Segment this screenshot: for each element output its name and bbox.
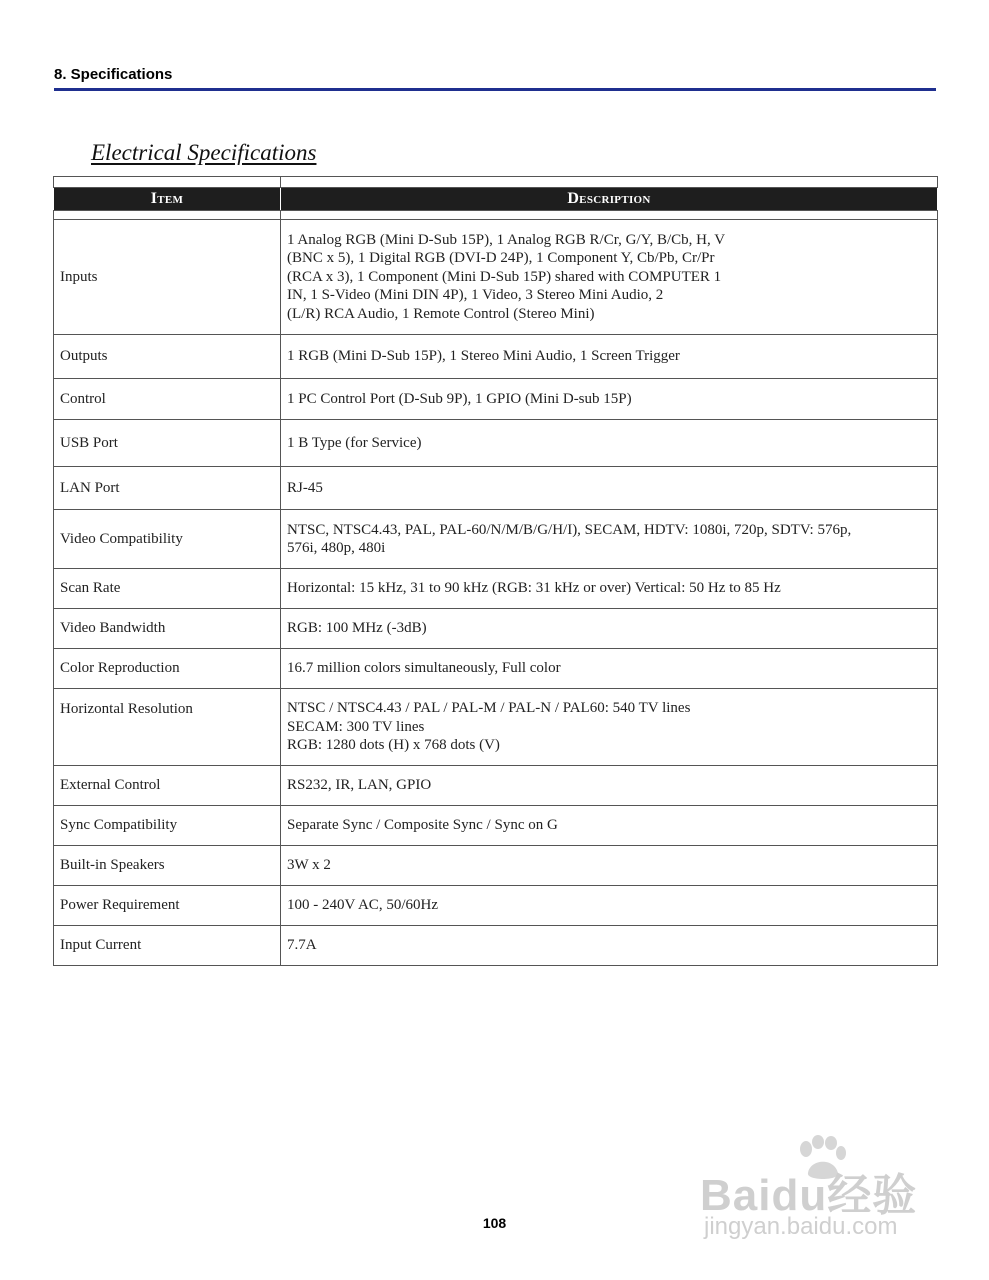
- table-top-spacer: [54, 177, 938, 188]
- table-header-row: [54, 188, 938, 211]
- table-row: [54, 926, 938, 966]
- column-header-item: Item: [54, 188, 281, 211]
- row-description: 16.7 million colors simultaneously, Full color: [281, 649, 938, 689]
- row-item: USB Port: [54, 420, 281, 467]
- watermark: [700, 1135, 940, 1245]
- row-description: NTSC / NTSC4.43 / PAL / PAL-M / PAL-N / PAL60: 540 TV lines SECAM: 300 TV lines RGB: 1280 dots (H) x 768 dots (V): [281, 689, 938, 766]
- row-description: 1 Analog RGB (Mini D-Sub 15P), 1 Analog RGB R/Cr, G/Y, B/Cb, H, V (BNC x 5), 1 Digital RGB (DVI-D 24P), 1 Component Y, Cb/Pb, Cr/Pr (RCA x 3), 1 Component (Mini D-Sub 15P) shared with COMPUTER 1 IN, 1 S-Video (Mini DIN 4P), 1 Video, 3 Stereo Mini Audio, 2 (L/R) RCA Audio, 1 Remote Control (Stereo Mini): [281, 220, 938, 335]
- row-item: Outputs: [54, 335, 281, 379]
- table-row: [54, 766, 938, 806]
- row-item: Video Compatibility: [54, 510, 281, 569]
- row-item: LAN Port: [54, 467, 281, 510]
- row-item: Scan Rate: [54, 569, 281, 609]
- row-description: 100 - 240V AC, 50/60Hz: [281, 886, 938, 926]
- row-item: Sync Compatibility: [54, 806, 281, 846]
- row-description: Separate Sync / Composite Sync / Sync on G: [281, 806, 938, 846]
- table-row: [54, 846, 938, 886]
- header-divider: [54, 88, 936, 91]
- row-description: 1 B Type (for Service): [281, 420, 938, 467]
- row-description: RJ-45: [281, 467, 938, 510]
- row-item: Power Requirement: [54, 886, 281, 926]
- table-row: [54, 689, 938, 766]
- table-row: [54, 379, 938, 420]
- table-row: [54, 649, 938, 689]
- table-row: [54, 510, 938, 569]
- section-title: Electrical Specifications: [91, 140, 317, 165]
- row-item: Horizontal Resolution: [54, 689, 281, 766]
- table-row: [54, 886, 938, 926]
- row-item: Control: [54, 379, 281, 420]
- page-number: 108: [482, 1215, 507, 1231]
- table-header-spacer: [54, 211, 938, 220]
- row-item: Color Reproduction: [54, 649, 281, 689]
- watermark-url: jingyan.baidu.com: [704, 1213, 898, 1240]
- row-description: RS232, IR, LAN, GPIO: [281, 766, 938, 806]
- table-row: [54, 335, 938, 379]
- table-row: [54, 467, 938, 510]
- table-row: [54, 806, 938, 846]
- column-header-description: Description: [281, 188, 938, 211]
- row-item: Built-in Speakers: [54, 846, 281, 886]
- row-description: Horizontal: 15 kHz, 31 to 90 kHz (RGB: 31 kHz or over) Vertical: 50 Hz to 85 Hz: [281, 569, 938, 609]
- row-description: NTSC, NTSC4.43, PAL, PAL-60/N/M/B/G/H/I), SECAM, HDTV: 1080i, 720p, SDTV: 576p, 576i, 480p, 480i: [281, 510, 938, 569]
- table-row: [54, 569, 938, 609]
- row-item: External Control: [54, 766, 281, 806]
- row-description: RGB: 100 MHz (-3dB): [281, 609, 938, 649]
- row-description: 1 PC Control Port (D-Sub 9P), 1 GPIO (Mini D-sub 15P): [281, 379, 938, 420]
- row-description: 7.7A: [281, 926, 938, 966]
- row-item: Inputs: [54, 220, 281, 335]
- page-header-title: 8. Specifications: [54, 66, 173, 83]
- watermark-brand: Baidu经验: [700, 1171, 918, 1220]
- table-row: [54, 420, 938, 467]
- table-row: [54, 220, 938, 335]
- table-row: [54, 609, 938, 649]
- row-item: Video Bandwidth: [54, 609, 281, 649]
- row-description: 1 RGB (Mini D-Sub 15P), 1 Stereo Mini Audio, 1 Screen Trigger: [281, 335, 938, 379]
- row-item: Input Current: [54, 926, 281, 966]
- row-description: 3W x 2: [281, 846, 938, 886]
- specifications-table: [53, 176, 938, 966]
